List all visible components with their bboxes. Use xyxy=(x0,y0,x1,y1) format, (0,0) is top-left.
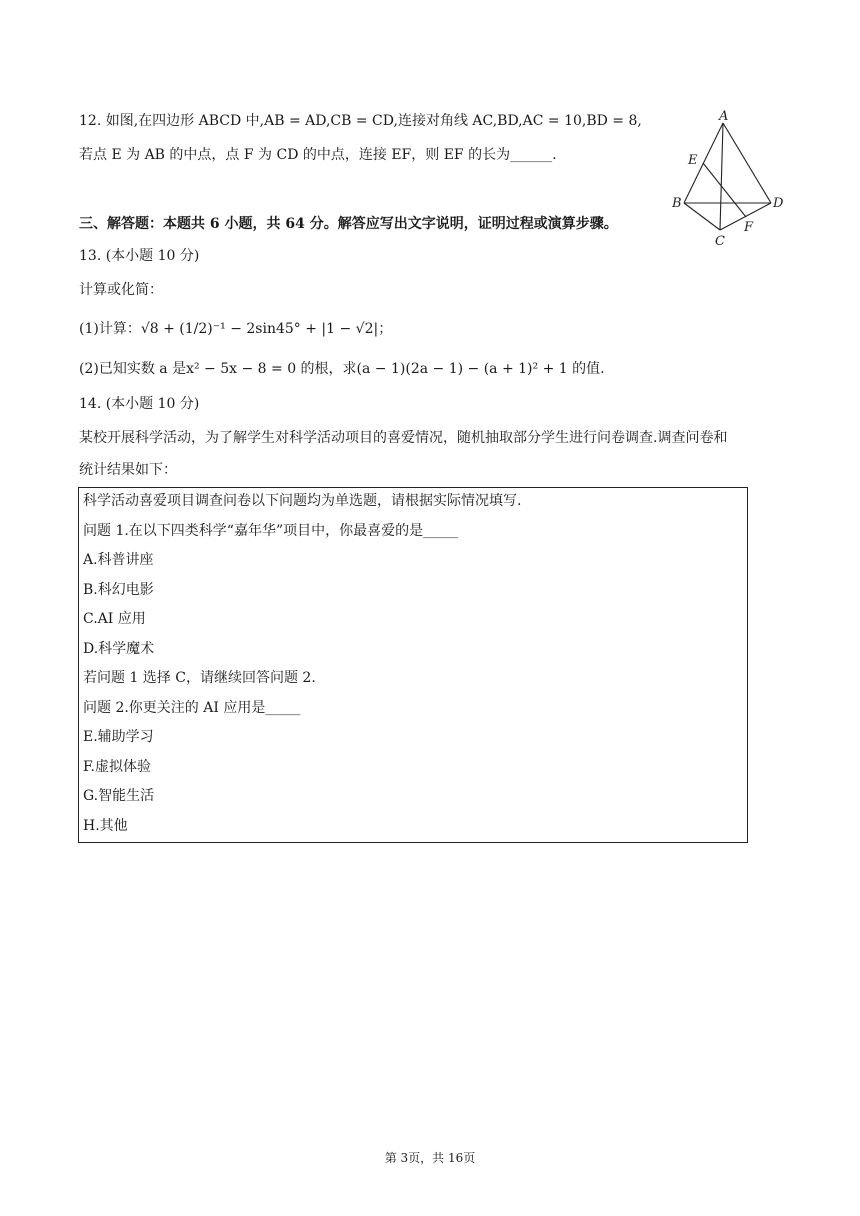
q12-line1: 12. 如图,在四边形 ABCD 中,AB = AD,CB = CD,连接对角线 AC,BD,AC = 10,BD = 8, xyxy=(79,113,642,129)
section3-heading: 三、解答题：本题共 6 小题，共 64 分。解答应写出文字说明，证明过程或演算步骤。 xyxy=(79,216,618,232)
q14-intro1: 某校开展科学活动，为了解学生对科学活动项目的喜爱情况，随机抽取部分学生进行问卷调查.调查问卷和 xyxy=(79,430,728,446)
survey-title: 科学活动喜爱项目调查问卷以下问题均为单选题，请根据实际情况填写. xyxy=(83,493,522,509)
survey-followup: 若问题 1 选择 C，请继续回答问题 2. xyxy=(83,670,316,686)
segment-ef xyxy=(703,163,746,217)
label-c: C xyxy=(715,234,725,249)
survey-option-g: G.智能生活 xyxy=(83,788,155,804)
segment-ac xyxy=(720,123,723,230)
label-e: E xyxy=(688,153,698,168)
q13-header: 13. (本小题 10 分) xyxy=(79,248,200,264)
segment-bc xyxy=(684,203,720,230)
survey-option-h: H.其他 xyxy=(83,818,128,834)
q13-part2: (2)已知实数 a 是x² − 5x − 8 = 0 的根，求(a − 1)(2a − 1) − (a + 1)² + 1 的值. xyxy=(79,361,605,377)
label-f: F xyxy=(744,220,754,235)
label-a: A xyxy=(719,109,729,124)
q12-line2: 若点 E 为 AB 的中点，点 F 为 CD 的中点，连接 EF，则 EF 的长为______. xyxy=(79,147,557,163)
page-footer: 第 3页，共 16页 xyxy=(384,1151,476,1165)
survey-option-c: C.AI 应用 xyxy=(83,611,146,627)
survey-option-a: A.科普讲座 xyxy=(83,552,154,568)
q14-intro2: 统计结果如下： xyxy=(79,462,177,478)
q14-header: 14. (本小题 10 分) xyxy=(79,396,200,412)
survey-box xyxy=(78,487,748,843)
survey-option-b: B.科幻电影 xyxy=(83,582,154,598)
q13-instruction: 计算或化简： xyxy=(79,282,163,298)
q13-part1: (1)计算：√8 + (1/2)⁻¹ − 2sin45° + |1 − √2|； xyxy=(79,321,393,337)
segment-ad xyxy=(723,123,771,203)
survey-question2: 问题 2.你更关注的 AI 应用是_____ xyxy=(83,700,301,716)
survey-question1: 问题 1.在以下四类科学“嘉年华”项目中，你最喜爱的是_____ xyxy=(83,523,459,539)
label-d: D xyxy=(773,196,784,211)
survey-option-f: F.虚拟体验 xyxy=(83,759,151,775)
quadrilateral-figure xyxy=(672,108,792,253)
label-b: B xyxy=(672,196,682,211)
survey-option-e: E.辅助学习 xyxy=(83,729,154,745)
survey-option-d: D.科学魔术 xyxy=(83,641,155,657)
